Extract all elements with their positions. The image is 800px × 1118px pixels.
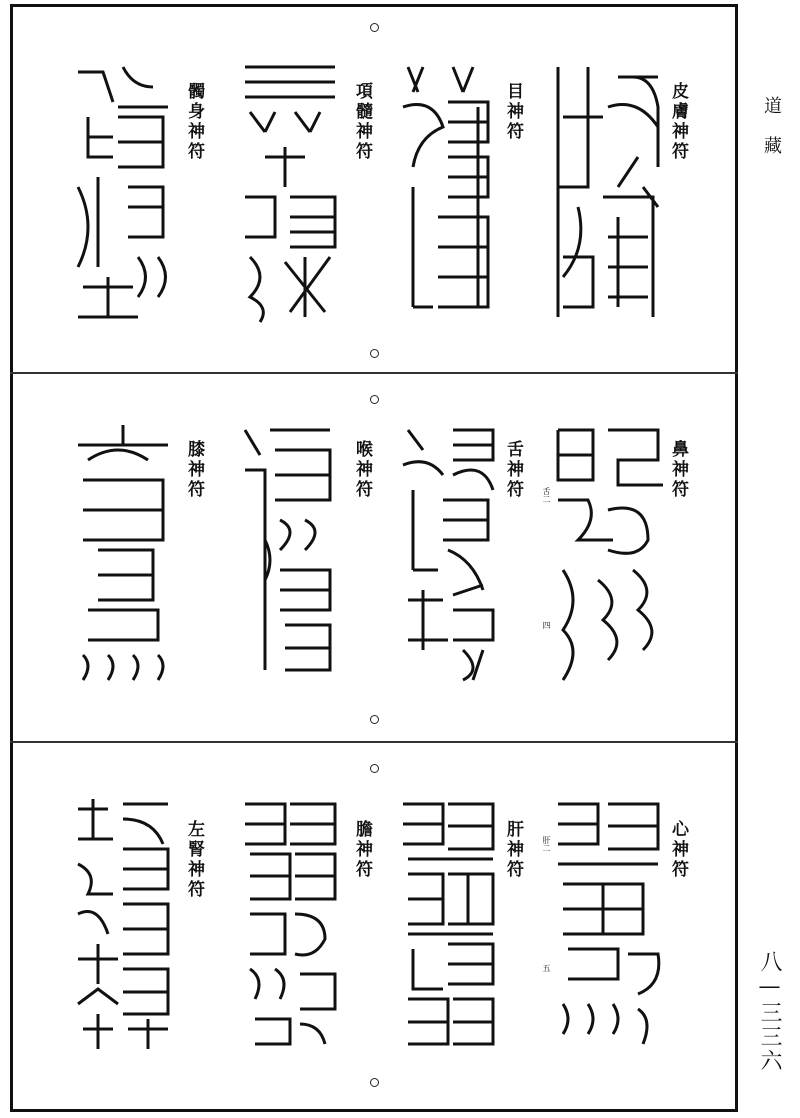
margin-annotation: 四 xyxy=(542,621,551,629)
binding-ring xyxy=(370,764,379,773)
margin-annotation: 五 xyxy=(542,964,551,972)
talisman-label: 項髓神符 xyxy=(352,82,372,162)
talisman-glyph-tongue xyxy=(393,420,503,685)
page-number: 八—三三六 xyxy=(757,950,782,1073)
talisman-label: 目神符 xyxy=(503,82,523,142)
talisman-glyph-liver xyxy=(393,794,503,1054)
talisman-glyph-left-kidney xyxy=(68,794,178,1054)
talisman-glyph-knee xyxy=(68,420,178,685)
binding-ring xyxy=(370,395,379,404)
binding-ring xyxy=(370,1078,379,1087)
talisman-label: 皮膚神符 xyxy=(668,82,688,162)
talisman-glyph-skin xyxy=(548,57,668,327)
panel-divider-1 xyxy=(10,372,738,374)
talisman-glyph-throat xyxy=(235,420,345,685)
binding-ring xyxy=(370,23,379,32)
margin-annotation: 舌二 xyxy=(542,487,551,503)
talisman-label: 膝神符 xyxy=(184,440,204,500)
talisman-panel-2 xyxy=(13,375,735,740)
binding-ring xyxy=(370,349,379,358)
talisman-glyph-body xyxy=(68,57,178,327)
talisman-label: 膽神符 xyxy=(352,820,372,880)
talisman-label: 髑身神符 xyxy=(184,82,204,162)
talisman-glyph-gallbladder xyxy=(235,794,345,1054)
talisman-glyph-nose xyxy=(548,420,668,685)
margin-annotation: 肝二 xyxy=(542,836,551,852)
talisman-label: 喉神符 xyxy=(352,440,372,500)
talisman-panel-3 xyxy=(13,744,735,1109)
talisman-label: 肝神符 xyxy=(503,820,523,880)
talisman-glyph-marrow xyxy=(235,57,345,327)
talisman-label: 心神符 xyxy=(668,820,688,880)
talisman-panel-1 xyxy=(13,7,735,372)
talisman-label: 左腎神符 xyxy=(184,820,204,900)
talisman-glyph-eye xyxy=(393,57,503,327)
talisman-label: 舌神符 xyxy=(503,440,523,500)
collection-title: 道藏 xyxy=(761,96,782,176)
talisman-glyph-heart xyxy=(548,794,668,1054)
talisman-label: 鼻神符 xyxy=(668,440,688,500)
panel-divider-2 xyxy=(10,741,738,743)
binding-ring xyxy=(370,715,379,724)
